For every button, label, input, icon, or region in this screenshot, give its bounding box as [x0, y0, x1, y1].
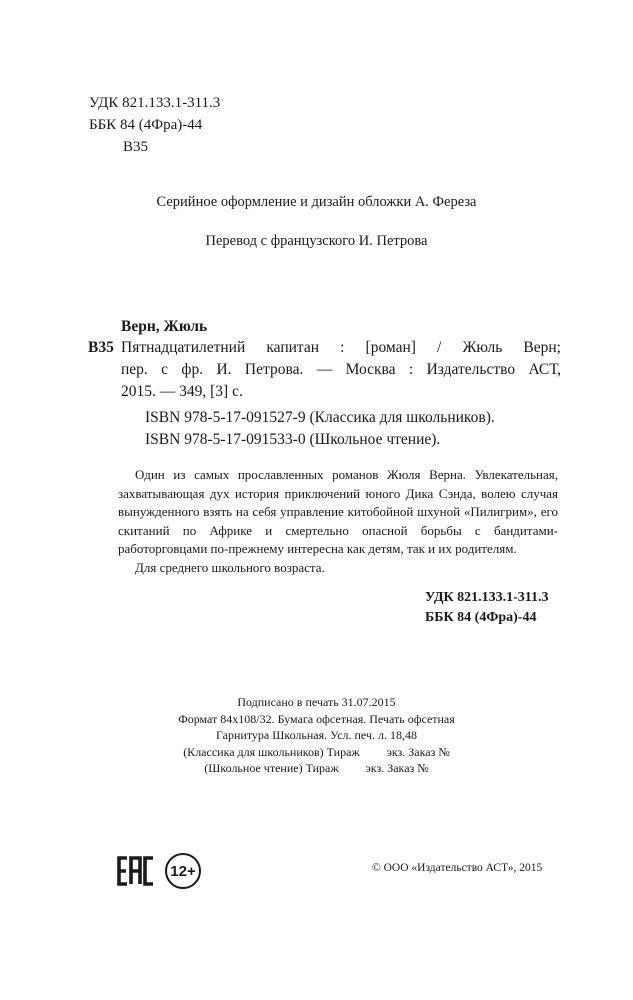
author-sign: В35	[123, 139, 149, 155]
annotation	[118, 466, 558, 577]
udk-bottom-block	[425, 588, 549, 628]
udk-top-block	[89, 92, 220, 158]
bib-line-1: Пятнадцатилетний капитан : [роман] / Жюль Верн;	[121, 339, 561, 356]
isbn-block	[145, 407, 495, 451]
bib-author: Верн, Жюль	[121, 318, 208, 335]
bib-author-sign: В35	[88, 339, 114, 356]
age-rating-badge: 12+	[165, 853, 201, 889]
imprint-run-1: (Классика для школьников) Тираж экз. Заказ №	[183, 744, 450, 759]
copyright: © ООО «Издательство АСТ», 2015	[372, 862, 543, 874]
udk-code-bottom: УДК 821.133.1-311.3	[425, 590, 549, 605]
imprint-format: Формат 84x108/32. Бумага офсетная. Печать офсетная	[178, 711, 455, 726]
imprint	[0, 694, 633, 777]
isbn-2: ISBN 978-5-17-091533-0 (Школьное чтение).	[145, 431, 441, 448]
translation-credit: Перевод с французского И. Петрова	[205, 233, 428, 249]
bbk-code: ББК 84 (4Фра)-44	[89, 117, 203, 133]
udk-code: УДК 821.133.1-311.3	[89, 95, 221, 111]
eac-logo	[117, 856, 155, 886]
bib-line-3: 2015. — 349, [3] с.	[121, 383, 243, 400]
design-credit: Серийное оформление и дизайн обложки А. Фереза	[156, 194, 477, 210]
age-note: Для среднего школьного возраста.	[135, 559, 325, 575]
bib-description	[121, 337, 561, 403]
imprint-run-2: (Школьное чтение) Тираж экз. Заказ №	[204, 761, 429, 775]
bbk-code-bottom: ББК 84 (4Фра)-44	[425, 610, 537, 625]
isbn-1: ISBN 978-5-17-091527-9 (Классика для школьников).	[145, 409, 495, 426]
annotation-text: Один из самых прославленных романов Жюля Верна. Увлекательная, захватывающая дух история приключений юного Дика Сэнда, волею случая вынужденного взять на себя управление китобойной шхуной «Пилигрим», его скитаний по Африке и смертельно опасной борьбы с бандитами-работорговцами по-прежнему интересна как детям, так и их родителям.	[118, 467, 558, 556]
imprint-signed: Подписано в печать 31.07.2015	[237, 695, 396, 709]
imprint-font: Гарнитура Школьная. Усл. печ. л. 18,48	[216, 728, 417, 742]
bib-line-2: пер. с фр. И. Петрова. — Москва : Издательство АСТ,	[121, 361, 561, 378]
